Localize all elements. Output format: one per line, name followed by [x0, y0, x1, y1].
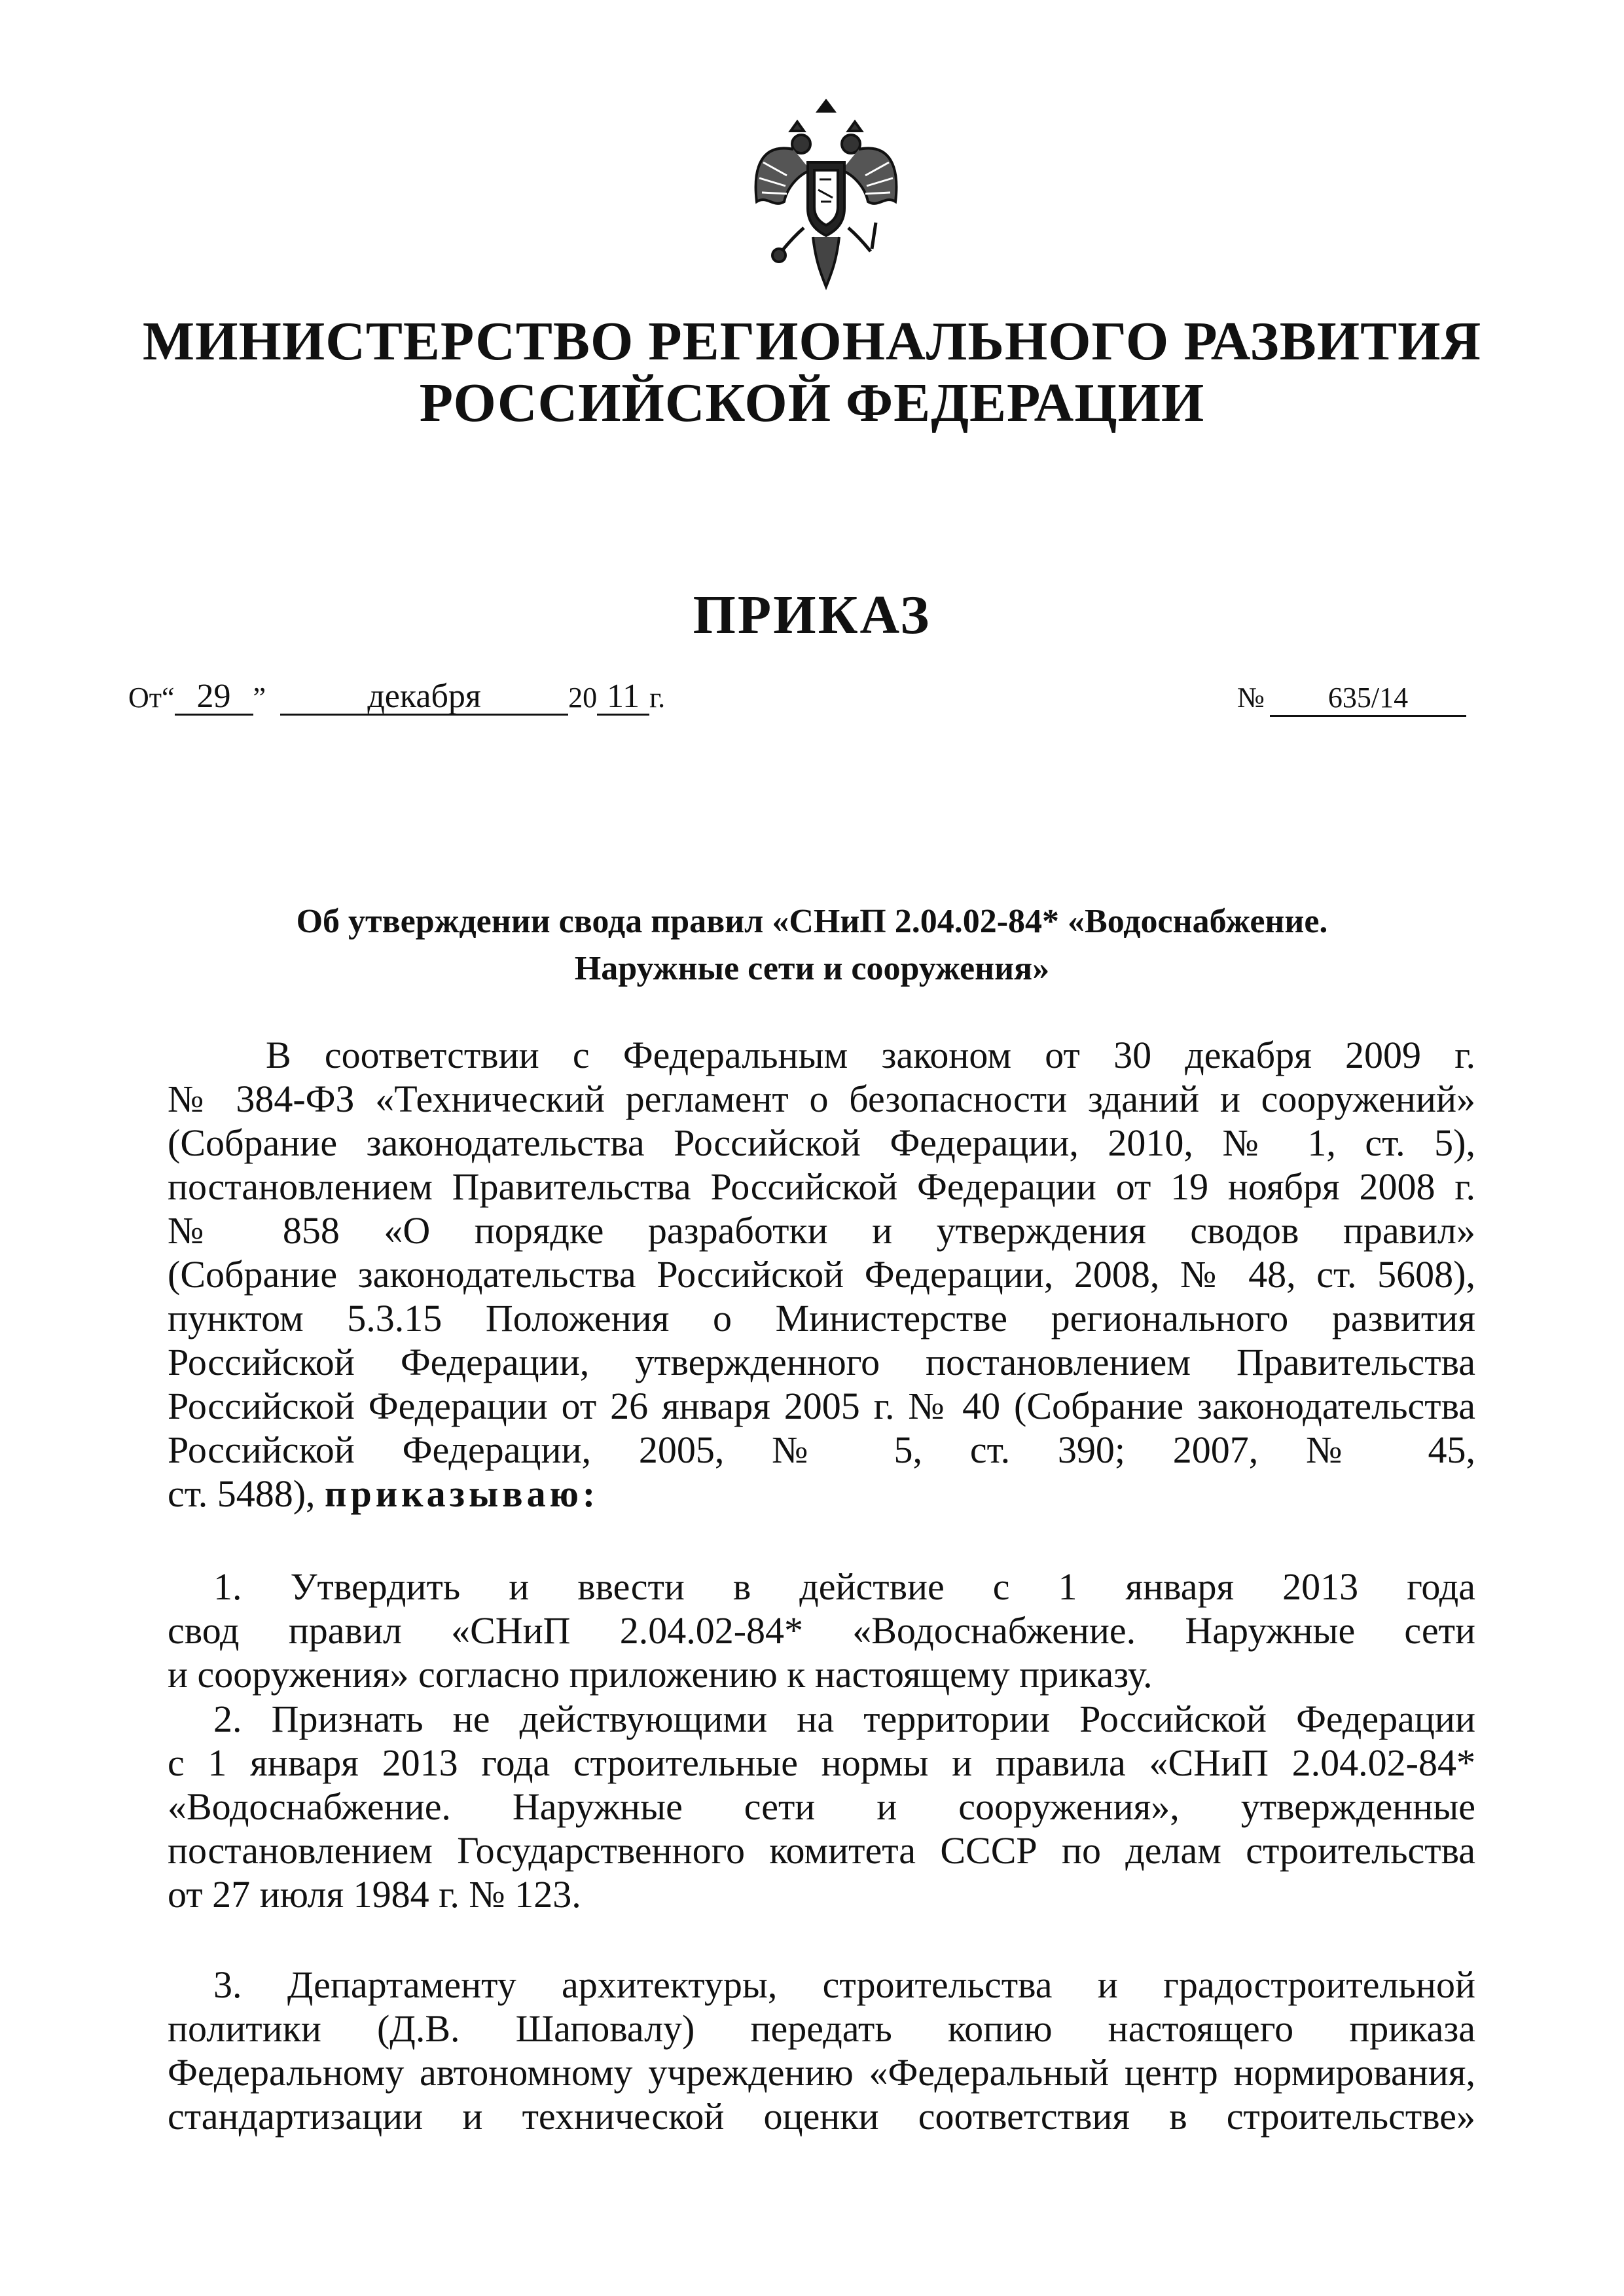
date-year-prefix: 20 — [568, 682, 598, 714]
order-date — [128, 678, 665, 718]
text-line: «Водоснабжение. Наружные сети и сооружения», утвержденные — [168, 1785, 1475, 1828]
order-item-1 — [168, 1565, 1475, 1696]
text-line: 3. Департаменту архитектуры, строительства и градостроительной — [213, 1963, 1475, 2006]
date-month: декабря — [280, 680, 568, 716]
text-line: от 27 июля 1984 г. № 123. — [168, 1873, 581, 1916]
date-close-quote: ” — [253, 682, 266, 714]
text-line: постановлением Правительства Российской Федерации от 19 ноября 2008 г. — [168, 1165, 1475, 1208]
order-number-label: № — [1237, 682, 1265, 714]
date-day: 29 — [175, 680, 253, 716]
text-line: Российской Федерации, утвержденного постановлением Правительства — [168, 1341, 1475, 1383]
ministry-name-line1: МИНИСТЕРСТВО РЕГИОНАЛЬНОГО РАЗВИТИЯ — [142, 311, 1482, 372]
subject-line: Наружные сети и сооружения» — [574, 950, 1050, 987]
text-line: 2. Признать не действующими на территории Российской Федерации — [213, 1698, 1475, 1740]
text-line: Федеральному автономному учреждению «Федеральный центр нормирования, — [168, 2051, 1475, 2094]
text-line: № 384-ФЗ «Технический регламент о безопасности зданий и сооружений» — [168, 1078, 1475, 1120]
order-word: приказываю: — [325, 1472, 600, 1515]
order-number-value: 635/14 — [1270, 681, 1466, 717]
text-line: Российской Федерации, 2005, № 5, ст. 390; 2007, № 45, — [168, 1429, 1475, 1471]
subject-line: Об утверждении свода правил «СНиП 2.04.02-84* «Водоснабжение. — [296, 903, 1328, 940]
date-open-quote: “ — [162, 682, 175, 714]
text-line: с 1 января 2013 года строительные нормы и правила «СНиП 2.04.02-84* — [168, 1741, 1475, 1784]
text-line: (Собрание законодательства Российской Федерации, 2008, № 48, ст. 5608), — [168, 1253, 1475, 1296]
document-type-title: ПРИКАЗ — [693, 585, 931, 646]
ministry-name-line2: РОССИЙСКОЙ ФЕДЕРАЦИИ — [419, 373, 1205, 433]
text-line: постановлением Государственного комитета СССР по делам строительства — [168, 1829, 1475, 1872]
text-line: В соответствии с Федеральным законом от 30 декабря 2009 г. — [266, 1034, 1475, 1076]
date-year-suffix: 11 — [597, 680, 649, 716]
date-from-label: От — [128, 682, 162, 714]
text-line: свод правил «СНиП 2.04.02-84* «Водоснабжение. Наружные сети — [168, 1609, 1475, 1652]
order-item-2 — [168, 1697, 1475, 1916]
order-item-3 — [168, 1963, 1475, 2138]
preamble-paragraph — [168, 1033, 1475, 1516]
text-line — [168, 1472, 1475, 1516]
text-line: № 858 «О порядке разработки и утверждения сводов правил» — [168, 1209, 1475, 1252]
text-line: 1. Утвердить и ввести в действие с 1 января 2013 года — [213, 1565, 1475, 1608]
text-line: (Собрание законодательства Российской Федерации, 2010, № 1, ст. 5), — [168, 1121, 1475, 1164]
preamble-last-line-start: ст. 5488), — [168, 1472, 316, 1515]
order-subject — [0, 898, 1624, 993]
text-line: и сооружения» согласно приложению к настоящему приказу. — [168, 1653, 1153, 1696]
text-line: Российской Федерации от 26 января 2005 г. № 40 (Собрание законодательства — [168, 1385, 1475, 1427]
text-line: стандартизации и технической оценки соответствия в строительстве» — [168, 2095, 1475, 2138]
double-headed-eagle-icon — [748, 97, 905, 293]
text-line: пунктом 5.3.15 Положения о Министерстве регионального развития — [168, 1297, 1475, 1339]
text-line: политики (Д.В. Шаповалу) передать копию настоящего приказа — [168, 2007, 1475, 2050]
order-number — [1237, 678, 1466, 718]
date-year-unit: г. — [649, 682, 666, 714]
coat-of-arms-icon — [748, 97, 905, 293]
